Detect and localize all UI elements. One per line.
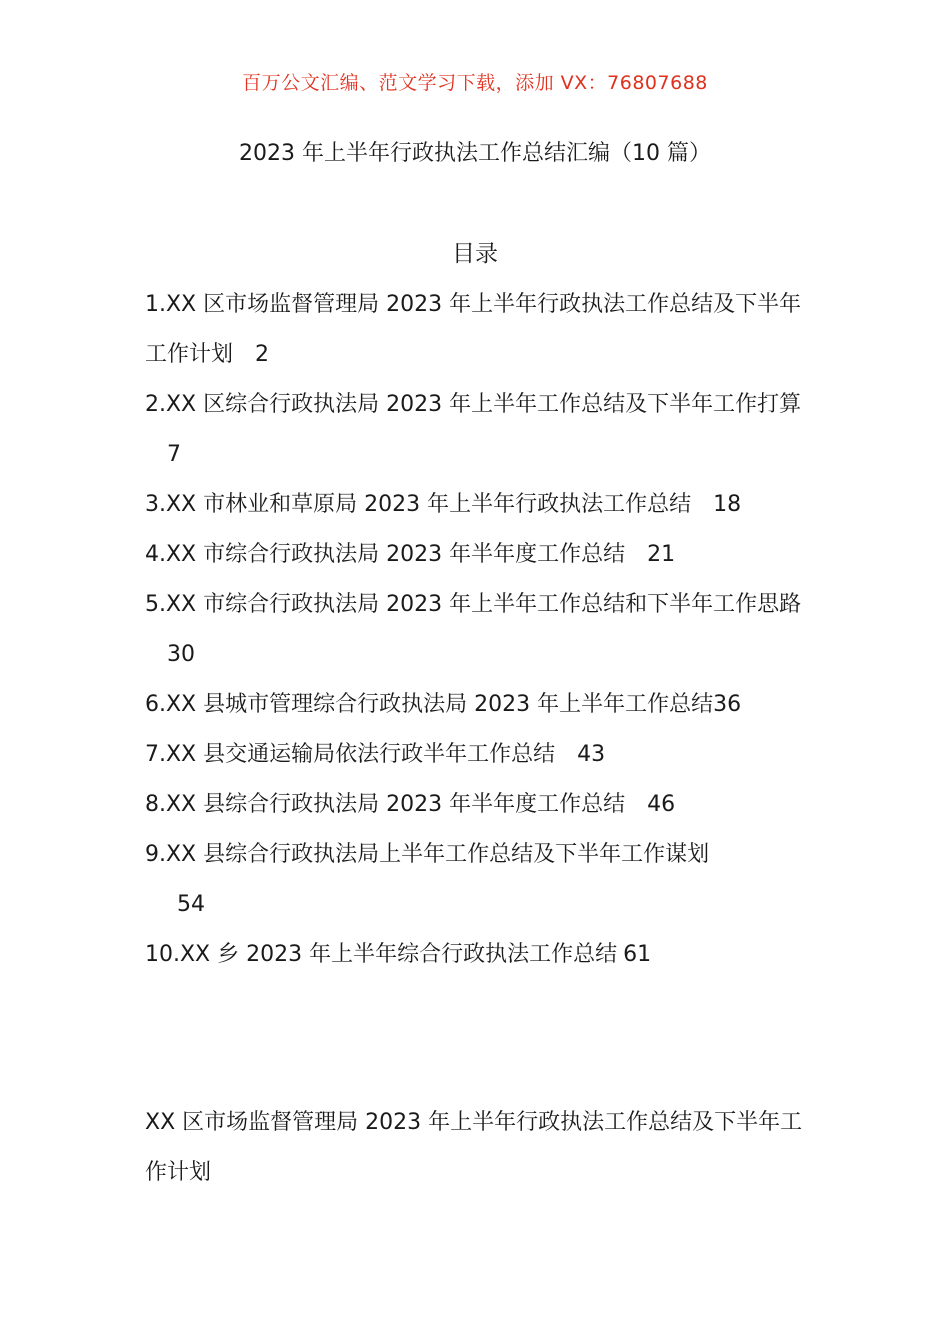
toc-entry-3[interactable] [145, 480, 810, 530]
toc-entry-2[interactable] [145, 380, 810, 480]
toc-entry-5[interactable] [145, 580, 810, 680]
toc-entry-8[interactable] [145, 780, 810, 830]
toc-page-number: 30 [167, 642, 195, 667]
section-title: XX 区市场监督管理局 2023 年上半年行政执法工作总结及下半年工作计划 [145, 1110, 803, 1185]
toc-entry-7[interactable] [145, 730, 810, 780]
toc-entry-4[interactable] [145, 530, 810, 580]
toc-entry-9[interactable] [145, 830, 810, 930]
toc-entry-text: 6.XX 县城市管理综合行政执法局 2023 年上半年工作总结 [145, 692, 714, 717]
toc-page-number: 21 [647, 542, 676, 567]
toc-entry-text: 7.XX 县交通运输局依法行政半年工作总结 [145, 742, 556, 767]
toc-page-number: 54 [177, 892, 205, 917]
toc-heading: 目录 [452, 241, 498, 267]
toc-page-number: 18 [713, 492, 742, 517]
toc-entry-10[interactable] [145, 930, 810, 980]
document-title: 2023 年上半年行政执法工作总结汇编（10 篇） [239, 141, 711, 166]
header-note: 百万公文汇编、范文学习下载，添加 VX：76807688 [242, 72, 708, 94]
toc-entry-1[interactable] [145, 280, 810, 380]
table-of-contents [145, 280, 810, 980]
toc-page-number: 36 [713, 692, 742, 717]
toc-entry-text: 3.XX 市林业和草原局 2023 年上半年行政执法工作总结 [145, 492, 692, 517]
toc-page-number: 2 [255, 342, 270, 367]
toc-entry-text: 1.XX 区市场监督管理局 2023 年上半年行政执法工作总结及下半年工作计划 [145, 292, 802, 367]
toc-entry-6[interactable] [145, 680, 810, 730]
toc-entry-text: 8.XX 县综合行政执法局 2023 年半年度工作总结 [145, 792, 626, 817]
toc-entry-text: 4.XX 市综合行政执法局 2023 年半年度工作总结 [145, 542, 626, 567]
toc-entry-text: 9.XX 县综合行政执法局上半年工作总结及下半年工作谋划 [145, 842, 710, 867]
toc-entry-text: 2.XX 区综合行政执法局 2023 年上半年工作总结及下半年工作打算 [145, 392, 802, 417]
toc-entry-text: 10.XX 乡 2023 年上半年综合行政执法工作总结 [145, 942, 618, 967]
toc-page-number: 7 [167, 442, 181, 467]
toc-page-number: 46 [647, 792, 676, 817]
toc-entry-text: 5.XX 市综合行政执法局 2023 年上半年工作总结和下半年工作思路 [145, 592, 802, 617]
toc-page-number: 43 [577, 742, 606, 767]
toc-page-number: 61 [623, 942, 652, 967]
